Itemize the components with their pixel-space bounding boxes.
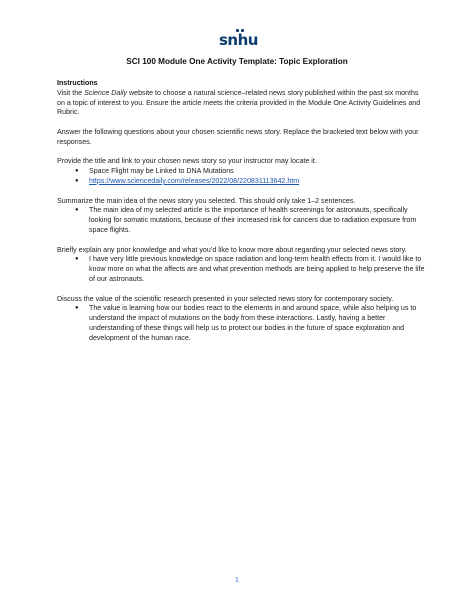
list-item	[57, 177, 425, 187]
document-title: SCI 100 Module One Activity Template: Topic Exploration	[126, 57, 348, 66]
question-prompt: Briefly explain any prior knowledge and what you’d like to know more about regarding your selected news story.	[57, 245, 407, 254]
instructions-paragraph-1	[57, 89, 425, 118]
answer-text: The value is learning how our bodies react to the elements in and around space, while also helping us to understand the impact of mutations on the body from these interactions. Lastly, having a better understanding of these things will help us to protect our bodies in the future of space exploration and development of the human race.	[89, 304, 417, 342]
question-prompt: Discuss the value of the scientific research presented in your selected news story for contemporary society.	[57, 294, 394, 303]
bullet-icon: ●	[75, 256, 79, 263]
science-daily-text: Science Daily	[84, 88, 128, 97]
logo-text: snhu	[219, 31, 258, 49]
answer-text: I have very little previous knowledge on space radiation and long-term health effects from it. I would like to know more on what the affects are and what prevention methods are being applied to help preserve the life of our astronauts.	[89, 255, 425, 283]
answer-text: The main idea of my selected article is the importance of health screenings for astronauts, specifically looking for somatic mutations, because of their increased risk for cancers due to radiation exposure from space flights.	[89, 206, 417, 234]
snhu-logo	[219, 29, 258, 51]
instructions-text: website to choose a natural science–related news story published within the past six months on a topic of interest to you. Ensure the article meets the criteria provided in the Module One Activity Guidelines and Rubric.	[57, 88, 421, 117]
page-number: 1	[235, 577, 239, 584]
list-item	[57, 167, 425, 177]
question-prompt: Provide the title and link to your chosen news story so your instructor may locate it.	[57, 157, 317, 166]
article-link[interactable]: https://www.sciencedaily.com/releases/2022/08/220831113642.htm	[89, 176, 300, 185]
list-item	[57, 304, 425, 343]
document-body	[57, 79, 425, 344]
instructions-text: Visit the	[57, 88, 85, 97]
bullet-icon: ●	[75, 305, 79, 312]
answer-list	[57, 304, 425, 343]
instructions-heading: Instructions	[57, 79, 98, 87]
instructions-paragraph-2: Answer the following questions about your chosen scientific news story. Replace the bracketed text below with your responses.	[57, 127, 419, 146]
answer-list	[57, 206, 425, 235]
bullet-icon: ●	[75, 168, 79, 175]
bullet-icon: ●	[75, 207, 79, 214]
answer-list	[57, 167, 425, 187]
bullet-icon: ●	[75, 177, 79, 184]
question-prompt: Summarize the main idea of the news story you selected. This should only take 1–2 sentences.	[57, 196, 356, 205]
answer-list	[57, 255, 425, 284]
list-item	[57, 206, 425, 235]
answer-text: Space Flight may be Linked to DNA Mutations	[89, 167, 234, 176]
list-item	[57, 255, 425, 284]
